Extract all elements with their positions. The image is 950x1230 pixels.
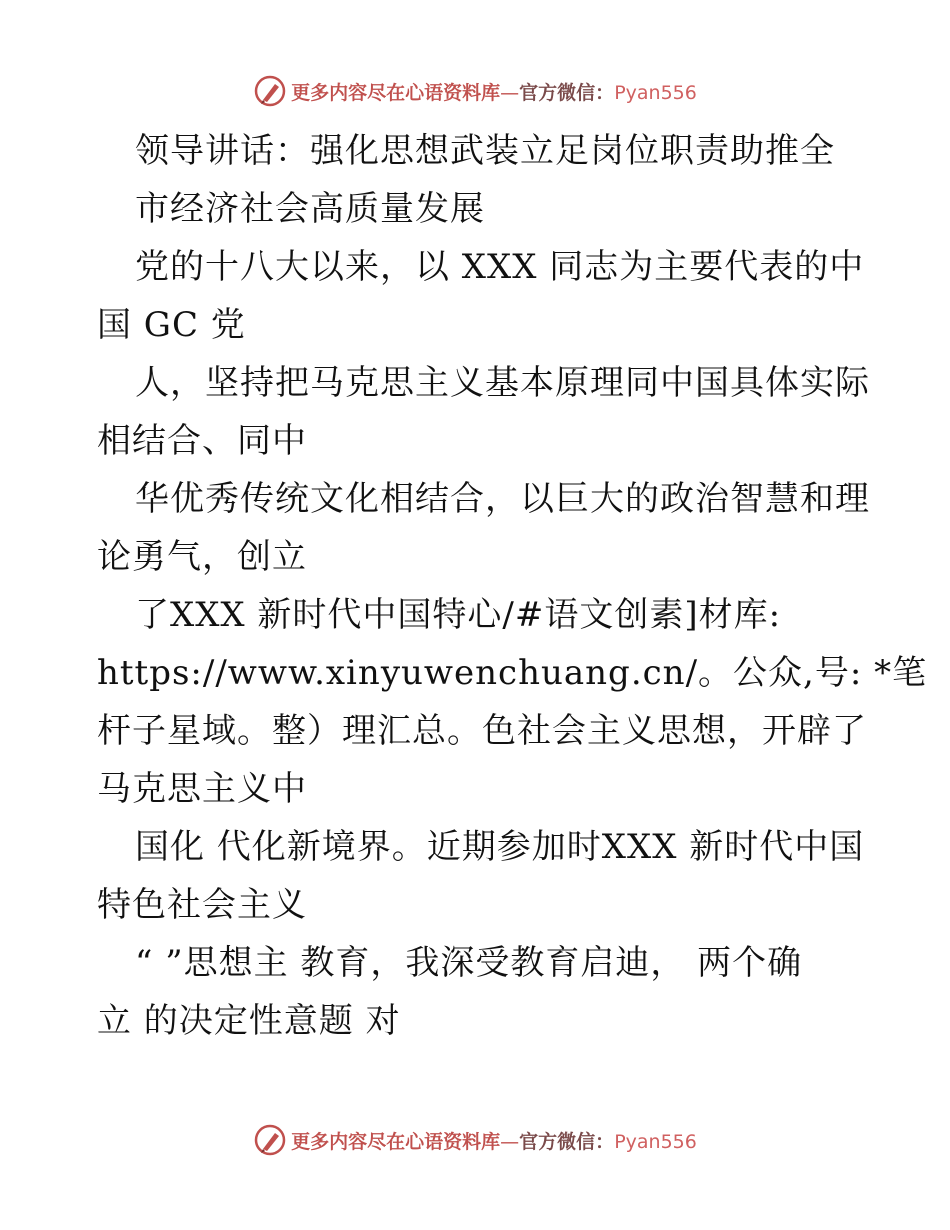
banner-text	[291, 78, 697, 105]
banner-separator: —	[500, 81, 520, 104]
doc-line-url: https://www.xinyuwenchuang.cn/。公众,号: *笔	[97, 653, 928, 693]
banner-wechat-label: 官方微信：	[519, 1130, 615, 1153]
doc-line: 国 GC 党	[97, 305, 246, 345]
doc-line: 马克思主义中	[97, 769, 307, 809]
document-body	[97, 122, 928, 1050]
doc-line: 国化 代化新境界。近期参加时XXX 新时代中国	[135, 827, 865, 867]
doc-line: 人，坚持把马克思主义基本原理同中国具体实际	[135, 363, 870, 403]
pen-logo-icon	[253, 74, 287, 108]
doc-line: 了XXX 新时代中国特心/#语文创素]材库:	[135, 595, 782, 635]
banner-text	[291, 1127, 697, 1154]
doc-line: 论勇气，创立	[97, 537, 307, 577]
doc-line: 立 的决定性意题 对	[97, 1001, 401, 1041]
banner-wechat-id: Pyan556	[614, 1130, 697, 1153]
doc-line-title-1: 领导讲话：强化思想武装立足岗位职责助推全	[135, 131, 835, 171]
pen-logo-icon	[253, 1123, 287, 1157]
doc-line: 华优秀传统文化相结合，以巨大的政治智慧和理	[135, 479, 870, 519]
banner-wechat-label: 官方微信：	[519, 81, 615, 104]
doc-line: 特色社会主义	[97, 885, 307, 925]
footer-banner	[0, 1120, 950, 1160]
banner-site-text: 更多内容尽在心语资料库	[291, 1130, 501, 1153]
header-banner	[0, 71, 950, 111]
banner-site-text: 更多内容尽在心语资料库	[291, 81, 501, 104]
doc-line: 杆子星域。整）理汇总。色社会主义思想，开辟了	[97, 711, 867, 751]
doc-line: 党的十八大以来，以 XXX 同志为主要代表的中	[135, 247, 865, 287]
doc-line: 相结合、同中	[97, 421, 307, 461]
doc-line-title-2: 市经济社会高质量发展	[135, 189, 485, 229]
banner-separator: —	[500, 1130, 520, 1153]
doc-line: “ ”思想主 教育，我深受教育启迪， 两个确	[135, 943, 803, 983]
banner-wechat-id: Pyan556	[614, 81, 697, 104]
